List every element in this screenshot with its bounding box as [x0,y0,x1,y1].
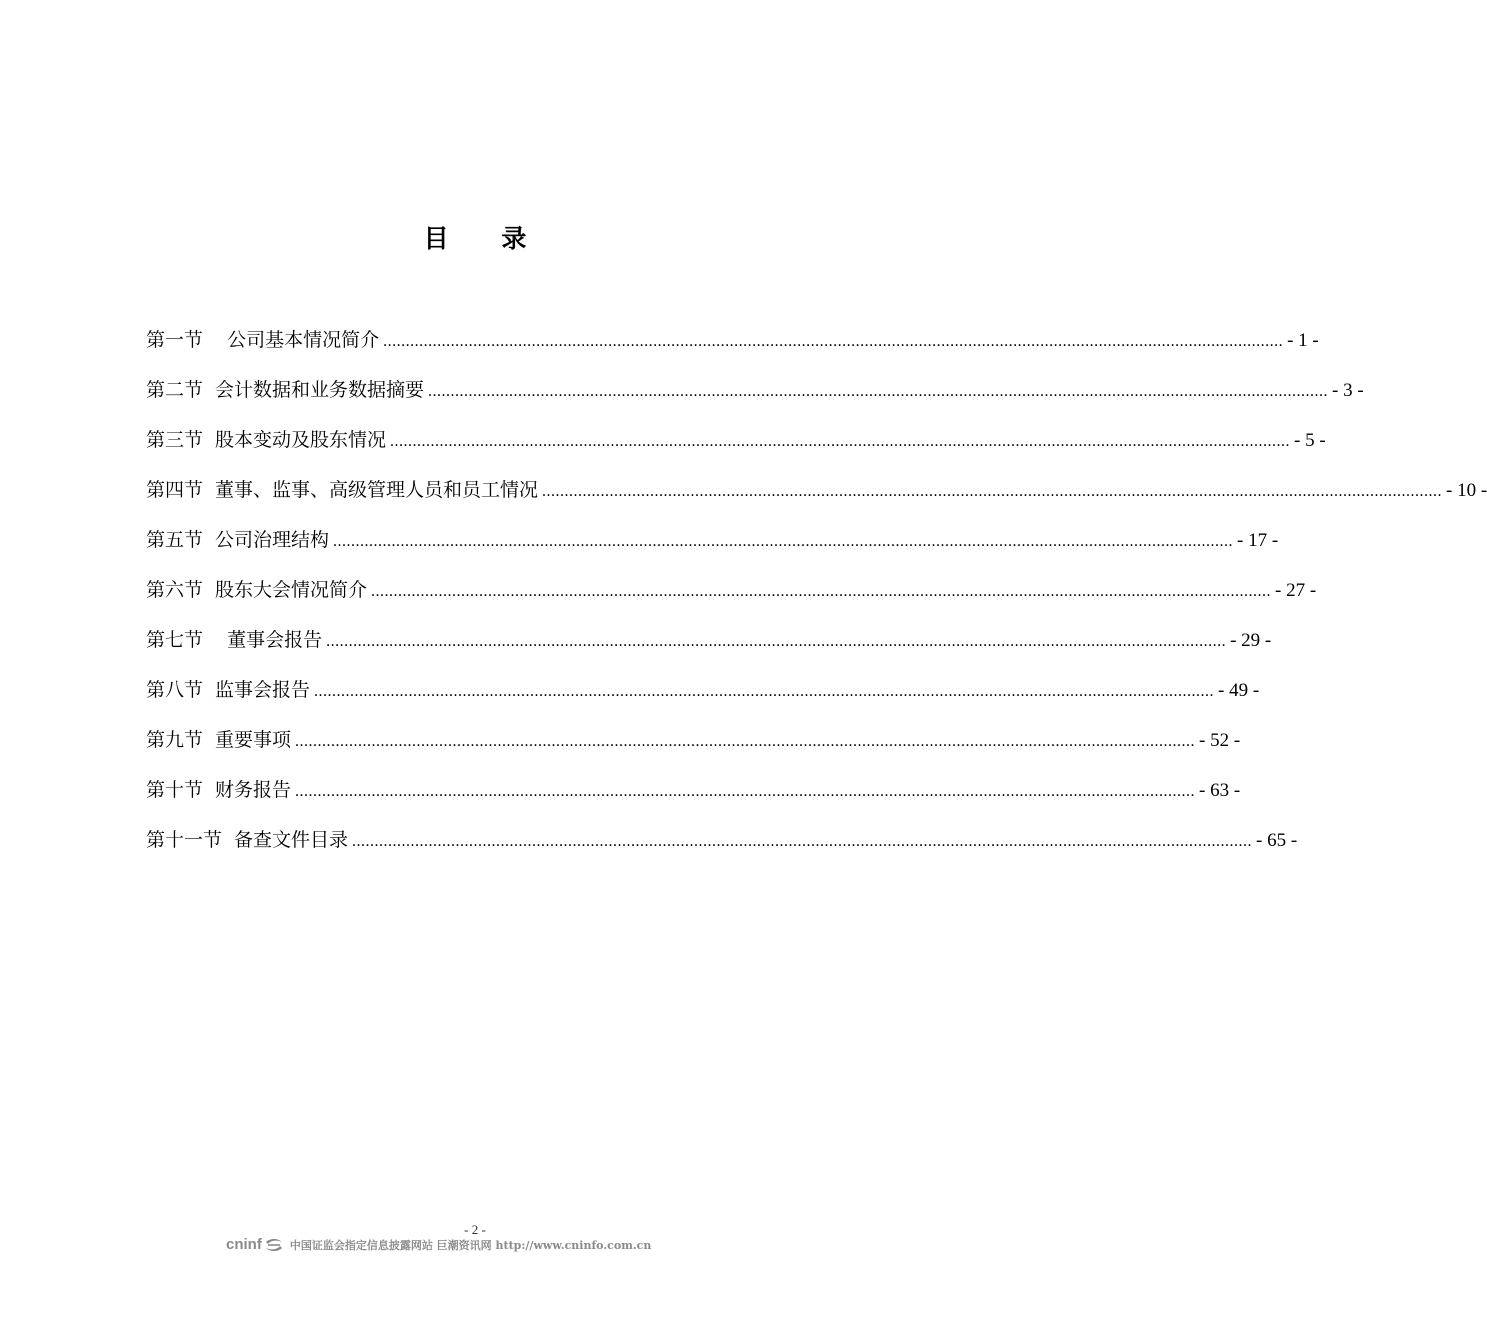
toc-section-number: 第十节 [146,779,204,801]
toc-page-number: - 1 - [1287,330,1319,351]
toc-section-number: 第九节 [146,729,204,751]
toc-section-title: 会计数据和业务数据摘要 [215,379,425,401]
toc-section-number: 第八节 [146,679,204,701]
toc-entry[interactable] [146,776,1241,826]
toc-section-number: 第四节 [146,479,204,501]
toc-section-number: 第七节 [146,629,204,651]
toc-section-title: 股东大会情况简介 [215,579,368,601]
page-title: 目 录 [423,224,549,253]
toc-page-number: - 52 - [1199,730,1241,751]
footer-disclosure-text: 中国证监会指定信息披露网站 巨潮资讯网 http://www.cninfo.com.cn [289,1238,652,1252]
toc-page-number: - 17 - [1237,530,1279,551]
toc-section-title: 董事、监事、高级管理人员和员工情况 [215,479,539,501]
toc-section-number: 第三节 [146,429,204,451]
toc-leader-dots: ........................................................................................................................................................................................................ [333,533,1234,550]
toc-section-title: 监事会报告 [215,679,311,701]
toc-leader-dots: ........................................................................................................................................................................................................ [390,433,1291,450]
brand-logo [226,1236,284,1253]
toc-leader-dots: ........................................................................................................................................................................................................ [295,783,1196,800]
toc-entry[interactable] [146,476,1487,526]
toc-entry[interactable] [146,326,1319,376]
toc-section-title: 重要事项 [215,729,292,751]
toc-leader-dots: ........................................................................................................................................................................................................ [314,683,1215,700]
toc-leader-dots: ........................................................................................................................................................................................................ [326,633,1227,650]
toc-page-number: - 5 - [1294,430,1326,451]
toc-section-title: 备查文件目录 [234,829,349,851]
toc-leader-dots: ........................................................................................................................................................................................................ [295,733,1196,750]
toc-entry[interactable] [146,826,1298,876]
toc-section-number: 第二节 [146,379,204,401]
table-of-contents [146,326,1487,876]
toc-leader-dots: ........................................................................................................................................................................................................ [383,333,1284,350]
footer [226,1236,651,1253]
toc-section-title: 股本变动及股东情况 [215,429,387,451]
toc-page-number: - 49 - [1218,680,1260,701]
toc-entry[interactable] [146,726,1241,776]
toc-leader-dots: ........................................................................................................................................................................................................ [428,383,1329,400]
toc-entry[interactable] [146,376,1364,426]
toc-leader-dots: ........................................................................................................................................................................................................ [352,833,1253,850]
toc-section-title: 公司治理结构 [215,529,330,551]
brand-wordmark: cninf [226,1236,262,1253]
toc-entry[interactable] [146,576,1317,626]
toc-page-number: - 29 - [1230,630,1272,651]
toc-section-title: 董事会报告 [215,629,323,651]
toc-entry[interactable] [146,526,1279,576]
toc-page-number: - 63 - [1199,780,1241,801]
toc-section-title: 公司基本情况简介 [215,329,380,351]
toc-section-number: 第十一节 [146,829,223,851]
toc-page-number: - 3 - [1332,380,1364,401]
toc-page-number: - 27 - [1275,580,1317,601]
toc-section-title: 财务报告 [215,779,292,801]
toc-page-number: - 10 - [1446,480,1487,501]
toc-leader-dots: ........................................................................................................................................................................................................ [371,583,1272,600]
cninfo-swirl-icon [264,1238,284,1252]
toc-section-number: 第六节 [146,579,204,601]
toc-page-number: - 65 - [1256,830,1298,851]
toc-entry[interactable] [146,676,1260,726]
toc-section-number: 第五节 [146,529,204,551]
footer-page-number: - 2 - [464,1222,486,1237]
toc-section-number: 第一节 [146,329,204,351]
toc-leader-dots: ........................................................................................................................................................................................................ [542,483,1443,500]
toc-entry[interactable] [146,626,1272,676]
toc-entry[interactable] [146,426,1326,476]
